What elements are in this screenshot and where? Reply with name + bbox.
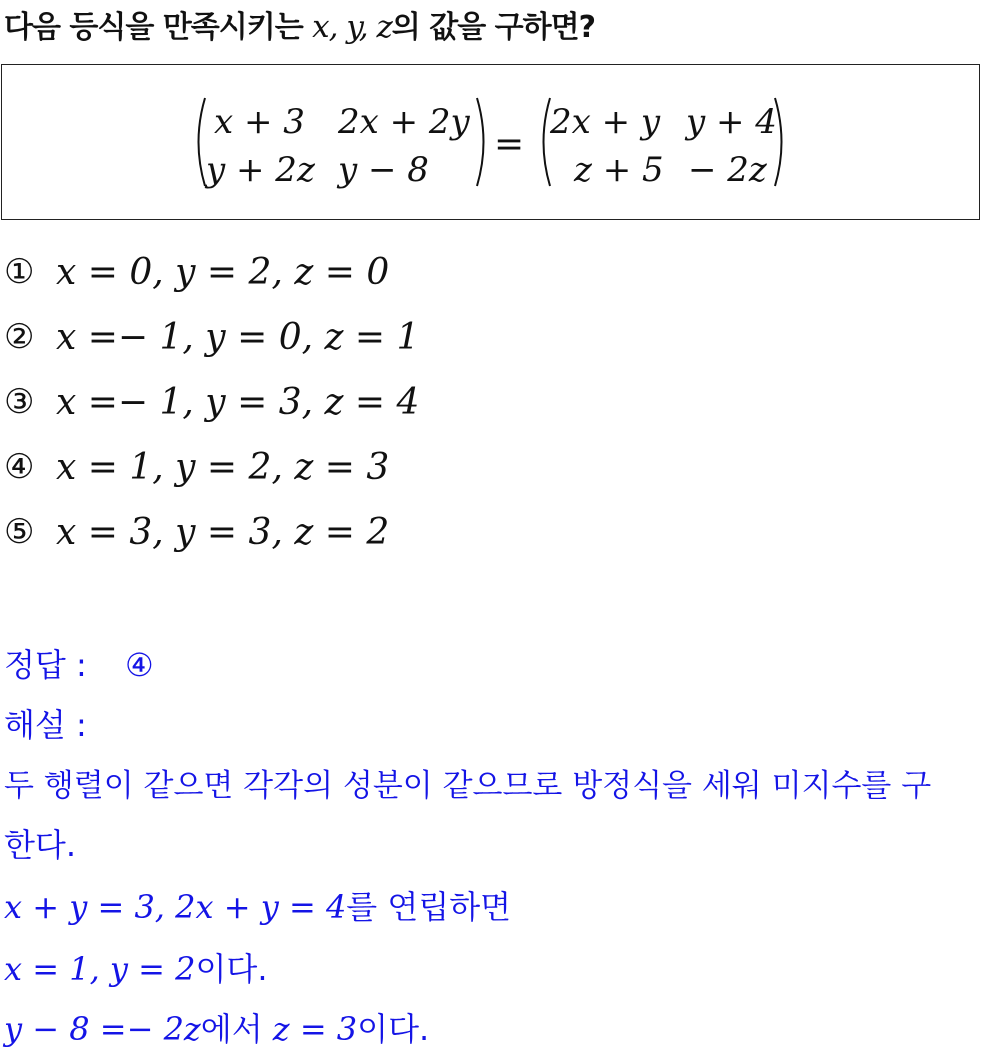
answer-value: ④ — [124, 646, 154, 684]
choice-number: ⑤ — [4, 512, 35, 552]
choice-5[interactable] — [4, 508, 389, 556]
explanation-line-4 — [4, 944, 268, 990]
choice-number: ④ — [4, 447, 35, 487]
choice-2[interactable] — [4, 313, 419, 361]
equals-sign: = — [494, 124, 525, 165]
choice-text: x = 1, y = 2, z = 3 — [56, 446, 390, 488]
explanation-math: y − 8 =− 2z — [4, 1010, 201, 1048]
explanation-math: x + y = 3, 2x + y = 4 — [4, 888, 347, 926]
right-matrix-b21: z + 5 — [574, 150, 664, 190]
choice-text: x =− 1, y = 0, z = 1 — [56, 316, 420, 358]
explanation-math-2: z = 3 — [272, 1010, 358, 1048]
explanation-line-3 — [4, 882, 511, 928]
right-matrix-b12: y + 4 — [686, 102, 777, 142]
explanation-line-1: 두 행렬이 같으면 각각의 성분이 같으므로 방정식을 세워 미지수를 구 — [4, 768, 932, 804]
explanation-text: 를 연립하면 — [346, 888, 512, 926]
right-matrix-b22: − 2z — [688, 150, 767, 190]
explanation-text: 이다. — [195, 950, 268, 988]
explanation-line-5 — [4, 1004, 429, 1050]
choice-number: ② — [4, 317, 35, 357]
choice-text: x = 0, y = 2, z = 0 — [56, 251, 390, 293]
explanation-label: 해설 : — [4, 706, 87, 744]
choice-text: x =− 1, y = 3, z = 4 — [56, 381, 420, 423]
explanation-text-2: 이다. — [357, 1010, 430, 1048]
left-matrix-a21: y + 2z — [206, 150, 315, 190]
choice-text: x = 3, y = 3, z = 2 — [56, 511, 390, 553]
left-matrix-a11: x + 3 — [214, 102, 305, 142]
choice-number: ③ — [4, 382, 35, 422]
choice-1[interactable] — [4, 248, 389, 296]
explanation-math: x = 1, y = 2 — [4, 950, 196, 988]
question-text — [4, 2, 595, 46]
choice-4[interactable] — [4, 443, 389, 491]
left-matrix-close-paren — [474, 96, 492, 188]
right-matrix-b11: 2x + y — [550, 102, 661, 142]
explanation-line-2: 한다. — [4, 826, 76, 864]
question-suffix: 의 값을 구하면? — [391, 10, 595, 45]
explanation-text: 에서 — [200, 1010, 273, 1048]
left-matrix-a22: y − 8 — [338, 150, 429, 190]
left-matrix-a12: 2x + 2y — [338, 102, 470, 142]
question-prefix: 다음 등식을 만족시키는 — [4, 10, 303, 45]
answer-line — [4, 640, 154, 686]
choice-3[interactable] — [4, 378, 419, 426]
question-vars: x, y, z — [312, 9, 392, 45]
choice-number: ① — [4, 252, 35, 292]
answer-label: 정답 : — [4, 646, 87, 684]
